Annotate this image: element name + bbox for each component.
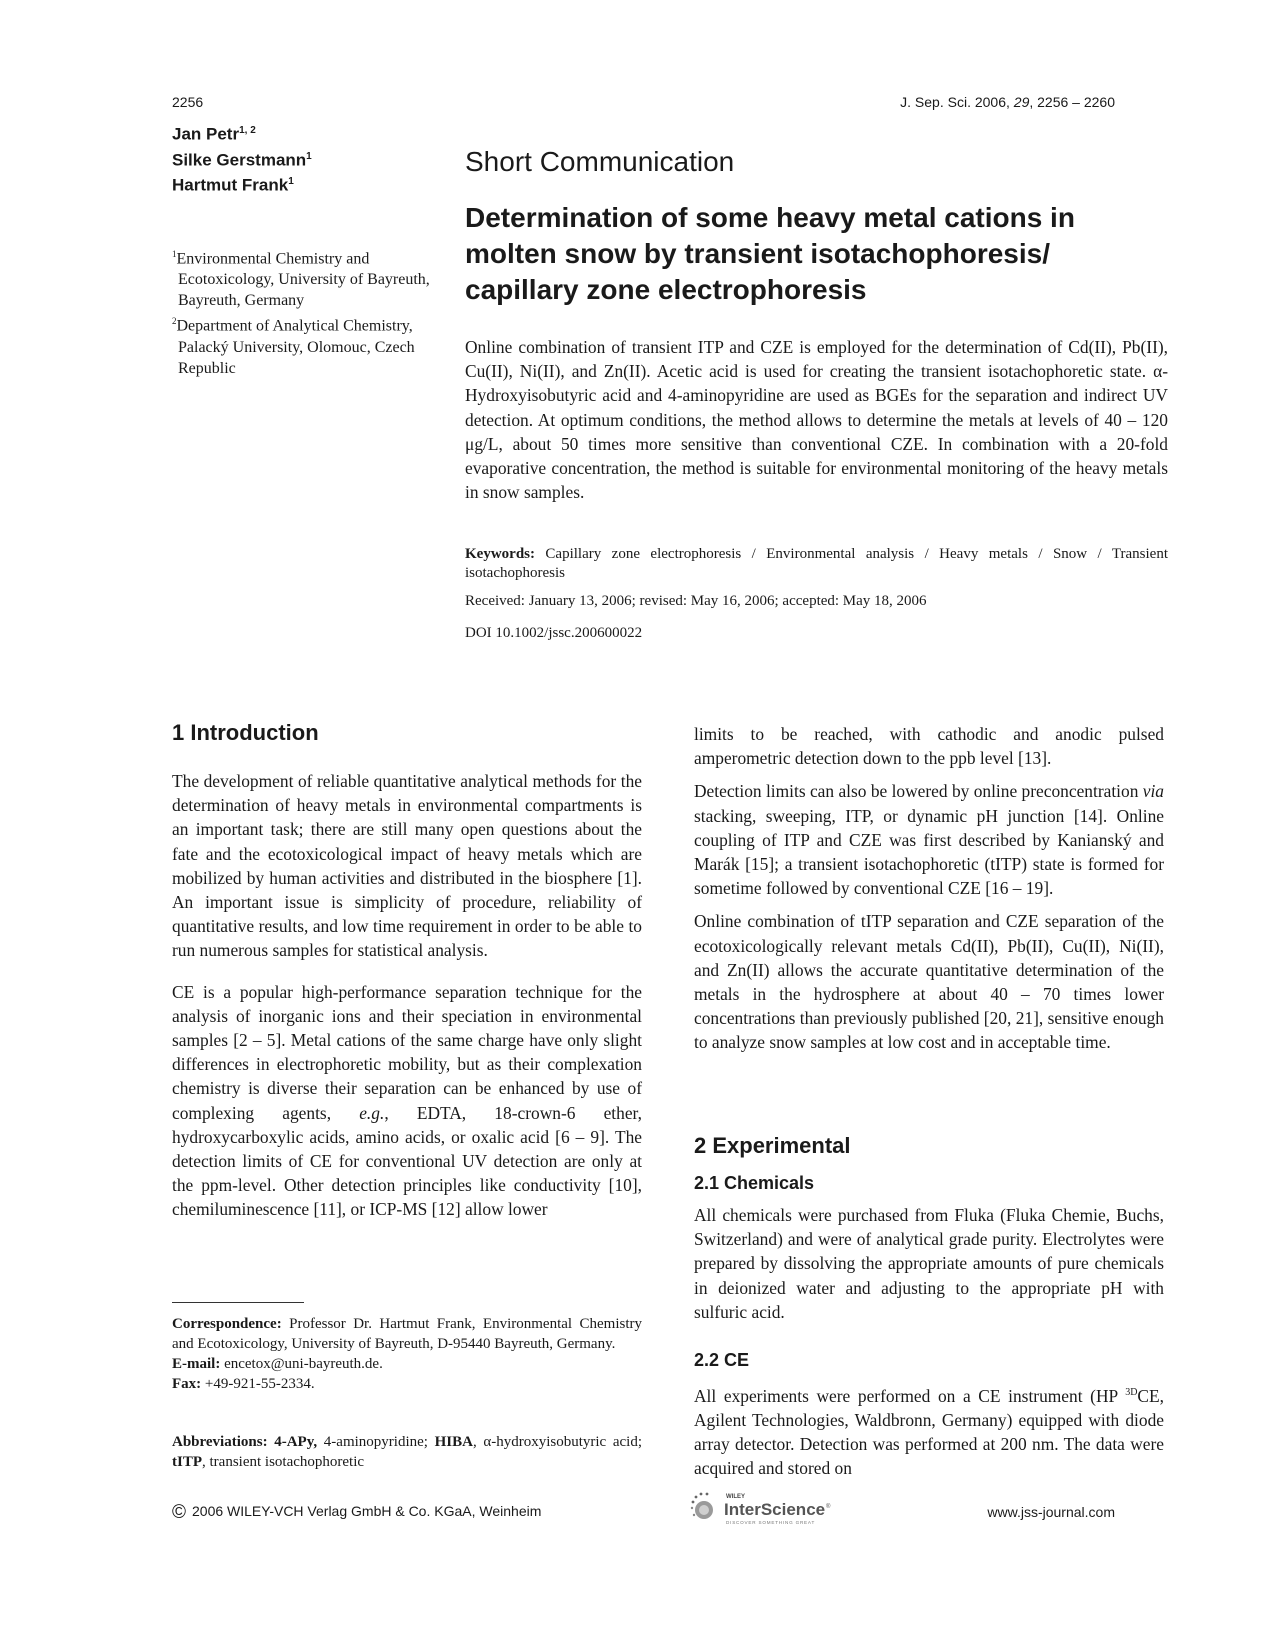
wiley-interscience-logo bbox=[690, 1488, 840, 1528]
journal-ref-prefix: J. Sep. Sci. 2006, bbox=[900, 94, 1014, 110]
logo-wiley-text: WILEY bbox=[726, 1494, 745, 1500]
text-run: stacking, sweeping, ITP, or dynamic pH junction [14]. Online coupling of ITP and CZE was first described by Kanianský and Marák [15]; a transient isotachophoretic (tITP) state is formed for sometime followed by conventional CZE [16 – 19]. bbox=[694, 805, 1164, 899]
text-run: All experiments were performed on a CE instrument (HP bbox=[694, 1385, 1126, 1406]
paragraph: All chemicals were purchased from Fluka (Fluka Chemie, Buchs, Switzerland) and were of analytical grade purity. Electrolytes were prepared by dissolving the appropriate amounts of pure chemicals in deionized water and adjusting to the appropriate pH with sulfuric acid. bbox=[694, 1205, 1164, 1322]
page-number: 2256 bbox=[172, 94, 204, 110]
received-dates: Received: January 13, 2006; revised: May 16, 2006; accepted: May 18, 2006 bbox=[465, 593, 927, 609]
section-heading-experimental: 2 Experimental bbox=[694, 1133, 851, 1158]
doi: DOI 10.1002/jssc.200600022 bbox=[465, 625, 643, 641]
footnote-rule bbox=[172, 1302, 304, 1303]
abbr-def: 4-aminopyridine; bbox=[317, 1434, 435, 1450]
ce-body bbox=[694, 1381, 1164, 1481]
copyright-text: 2006 WILEY-VCH Verlag GmbH & Co. KGaA, Weinheim bbox=[192, 1503, 542, 1519]
superscript: 3D bbox=[1125, 1387, 1138, 1398]
abbr-term: tITP bbox=[172, 1454, 202, 1470]
text-run: Detection limits can also be lowered by online preconcentration bbox=[694, 781, 1143, 802]
italic-text: via bbox=[1142, 781, 1164, 802]
paragraph bbox=[694, 1381, 1164, 1481]
affiliation bbox=[172, 244, 432, 311]
subsection-heading-ce: 2.2 CE bbox=[694, 1350, 750, 1370]
chemicals-body bbox=[694, 1203, 1164, 1324]
author bbox=[172, 146, 432, 172]
introduction-continued bbox=[694, 722, 1164, 1055]
paragraph bbox=[172, 980, 642, 1222]
abbr-def: , α-hydroxyisobutyric acid; bbox=[472, 1434, 642, 1450]
correspondence-text: Professor Dr. Hartmut Frank, Environmental Chemistry and Ecotoxicology, University of Bayreuth, D-95440 Bayreuth, Germany. bbox=[172, 1316, 642, 1352]
author bbox=[172, 171, 432, 197]
journal-volume: 29 bbox=[1013, 94, 1030, 110]
abbr-term: 4-APy, bbox=[267, 1434, 318, 1450]
affiliation-list bbox=[172, 244, 432, 379]
author-affil-marker: 1 bbox=[288, 176, 294, 188]
logo-registered-mark: ® bbox=[826, 1504, 831, 1510]
logo-main-text: InterScience bbox=[724, 1500, 826, 1519]
author bbox=[172, 120, 432, 146]
copyright-line bbox=[172, 1502, 541, 1524]
paragraph: The development of reliable quantitative analytical methods for the determination of heavy metals in environmental compartments is an important task; there are still many open questions about the fate and the ecotoxicological impact of heavy metals which are mobilized by human activities and distributed in the biosphere [1]. An important issue is simplicity of procedure, reliability of quantitative results, and low time requirement in order to be able to run numerous samples for statistical analysis. bbox=[172, 771, 642, 961]
paragraph: limits to be reached, with cathodic and anodic pulsed amperometric detection down to the ppb level [13]. bbox=[694, 724, 1164, 769]
abbr-def: , transient isotachophoretic bbox=[202, 1454, 365, 1470]
author-name: Hartmut Frank bbox=[172, 175, 289, 195]
italic-text: e.g. bbox=[359, 1102, 385, 1123]
keywords bbox=[465, 545, 1168, 583]
fax-number: +49-921-55-2334. bbox=[201, 1376, 315, 1392]
author-name: Jan Petr bbox=[172, 124, 240, 144]
text-run: CE is a popular high-performance separation technique for the analysis of inorganic ions and their speciation in environmental samples [2 – 5]. Metal cations of the same charge have only slight differences in electrophoretic mobility, but as their complexation chemistry is diverse their separation can be enhanced by use of complexing agents, bbox=[172, 981, 642, 1123]
article-title: Determination of some heavy metal cations in molten snow by transient isotachophoresis/ capillary zone electrophoresis bbox=[465, 202, 1075, 305]
subsection-heading-chemicals: 2.1 Chemicals bbox=[694, 1173, 815, 1193]
text-run: CE, Agilent Technologies, Waldbronn, Germany) equipped with diode array detector. Detection was performed at 200 nm. The data were acquired and stored on bbox=[694, 1385, 1164, 1479]
affiliation-marker: 2 bbox=[172, 316, 177, 327]
logo-dots-icon bbox=[691, 1493, 713, 1519]
affiliation-marker: 1 bbox=[172, 249, 177, 259]
text-run: , EDTA, 18-crown-6 ether, hydroxycarboxylic acids, amino acids, or oxalic acid [6 – 9]. The detection limits of CE for conventional UV detection are only at the ppm-level. Other detection principles like conductivity [10], chemiluminescence [11], or ICP-MS [12] allow lower bbox=[172, 1102, 642, 1220]
email-address: encetox@uni-bayreuth.de. bbox=[220, 1356, 383, 1372]
journal-website[interactable]: www.jss-journal.com bbox=[987, 1504, 1115, 1520]
paragraph: Online combination of tITP separation and CZE separation of the ecotoxicologically relevant metals Cd(II), Pb(II), Cu(II), Ni(II), and Zn(II) allows the accurate quantitative determination of the metals in the hydrosphere at about 40 – 70 times lower concentrations than previously published [20, 21], sensitive enough to analyze snow samples at low cost and in acceptable time. bbox=[694, 911, 1164, 1053]
keywords-label: Keywords: bbox=[465, 546, 535, 562]
abbr-term: HIBA bbox=[434, 1434, 473, 1450]
introduction-body bbox=[172, 769, 642, 1222]
journal-pages: , 2256 – 2260 bbox=[1029, 94, 1115, 110]
affiliation-text: Environmental Chemistry and Ecotoxicology, University of Bayreuth, Bayreuth, Germany bbox=[176, 250, 430, 310]
author-name: Silke Gerstmann bbox=[172, 150, 307, 170]
correspondence-label: Correspondence: bbox=[172, 1316, 282, 1332]
fax-label: Fax: bbox=[172, 1376, 202, 1392]
logo-tagline: DISCOVER SOMETHING GREAT bbox=[726, 1520, 816, 1525]
email-label: E-mail: bbox=[172, 1356, 221, 1372]
affiliation bbox=[172, 311, 432, 378]
section-type: Short Communication bbox=[465, 146, 735, 177]
paragraph bbox=[694, 779, 1164, 900]
journal-reference bbox=[900, 94, 1115, 110]
abbreviations-label: Abbreviations: bbox=[172, 1434, 268, 1450]
abbreviations-note bbox=[172, 1432, 642, 1472]
section-heading-introduction: 1 Introduction bbox=[172, 720, 319, 745]
abstract: Online combination of transient ITP and CZE is employed for the determination of Cd(II), Pb(II), Cu(II), Ni(II), and Zn(II). Acetic acid is used for creating the transient isotachophoretic state. α-Hydroxyisobutyric acid and 4-aminopyridine are used as BGEs for the separation and indirect UV detection. At optimum conditions, the method allows to determine the metals at levels of 40 – 120 μg/L, about 50 times more sensitive than conventional CZE. In combination with a 20-fold evaporative concentration, the method is suitable for environmental monitoring of the heavy metals in snow samples. bbox=[465, 337, 1168, 503]
affiliation-text: Department of Analytical Chemistry, Palacký University, Olomouc, Czech Republic bbox=[176, 317, 415, 377]
correspondence-note bbox=[172, 1314, 642, 1394]
author-affil-marker: 1, 2 bbox=[239, 125, 256, 136]
copyright-symbol: © bbox=[172, 1502, 186, 1523]
author-affil-marker: 1 bbox=[306, 150, 312, 162]
author-list bbox=[172, 120, 432, 197]
keywords-text: Capillary zone electrophoresis / Environmental analysis / Heavy metals / Snow / Transient isotachophoresis bbox=[465, 546, 1168, 581]
